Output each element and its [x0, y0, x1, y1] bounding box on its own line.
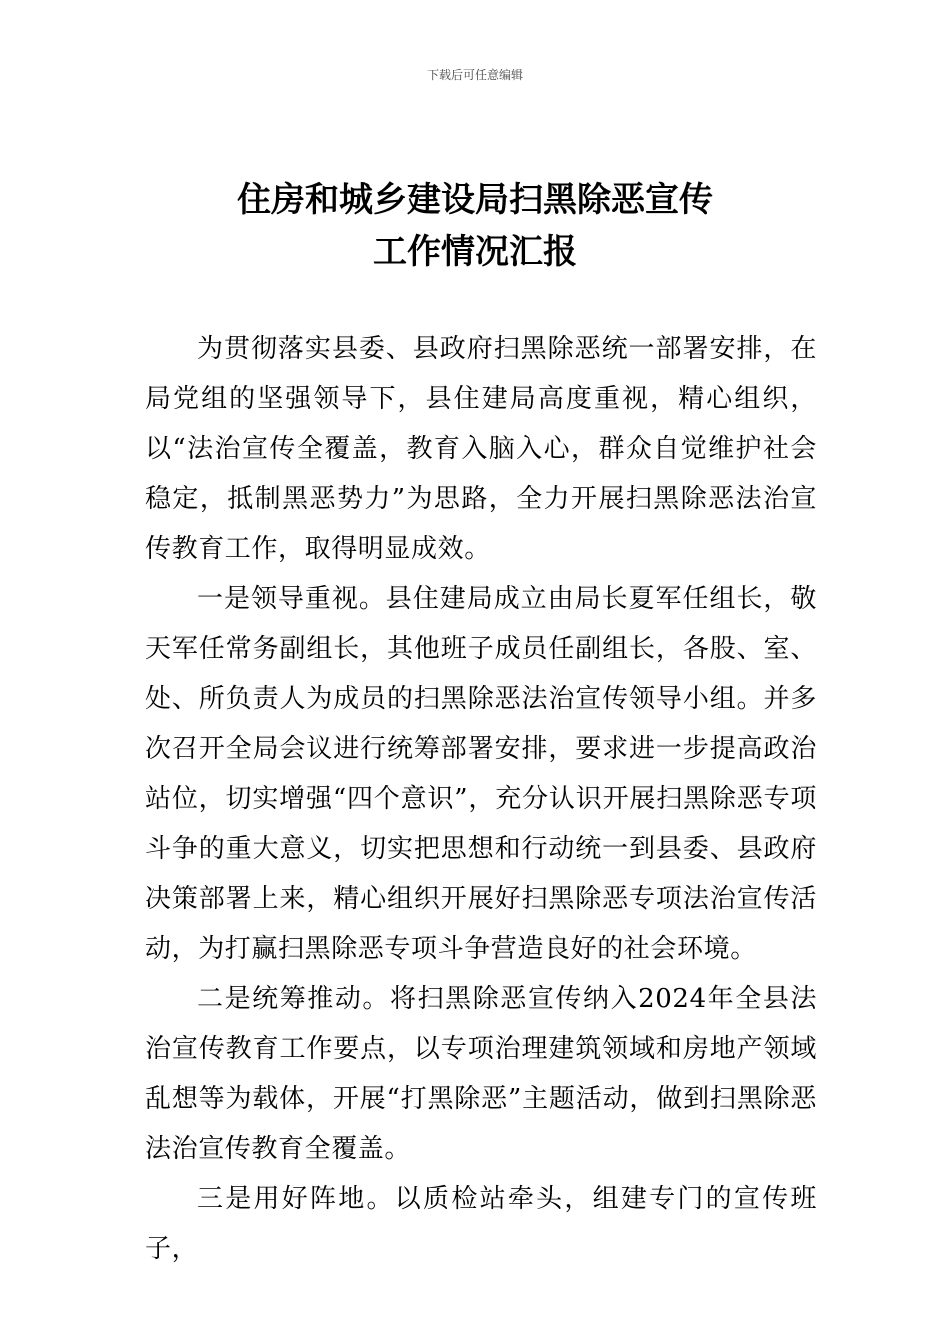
title-line-2: 工作情况汇报: [373, 232, 577, 272]
paragraph-leadership: 一是领导重视。县住建局成立由局长夏军任组长，敬天军任常务副组长，其他班子成员任副组长，各股、室、处、所负责人为成员的扫黑除恶法治宣传领导小组。并多次召开全局会议进行统筹部署安排，要求进一步提高政治站位，切实增强“四个意识”，充分认识开展扫黑除恶专项斗争的重大意义，切实把思想和行动统一到县委、县政府决策部署上来，精心组织开展好扫黑除恶专项法治宣传活动，为打赢扫黑除恶专项斗争营造良好的社会环境。: [145, 584, 817, 964]
document-title: [0, 174, 950, 278]
paragraph-coordination: 二是统筹推动。将扫黑除恶宣传纳入2024年全县法治宣传教育工作要点，以专项治理建筑领域和房地产领域乱想等为载体，开展“打黑除恶”主题活动，做到扫黑除恶法治宣传教育全覆盖。: [145, 984, 817, 1164]
header-note: 下载后可任意编辑: [426, 68, 523, 82]
paragraph-intro: 为贯彻落实县委、县政府扫黑除恶统一部署安排，在局党组的坚强领导下，县住建局高度重视，精心组织，以“法治宣传全覆盖，教育入脑入心，群众自觉维护社会稳定，抵制黑恶势力”为思路，全力开展扫黑除恶法治宣传教育工作，取得明显成效。: [145, 334, 817, 564]
document-body: [145, 324, 817, 1274]
paragraph-positions: 三是用好阵地。以质检站牵头，组建专门的宣传班子，: [145, 1184, 817, 1264]
title-line-1: 住房和城乡建设局扫黑除恶宣传: [237, 180, 713, 220]
